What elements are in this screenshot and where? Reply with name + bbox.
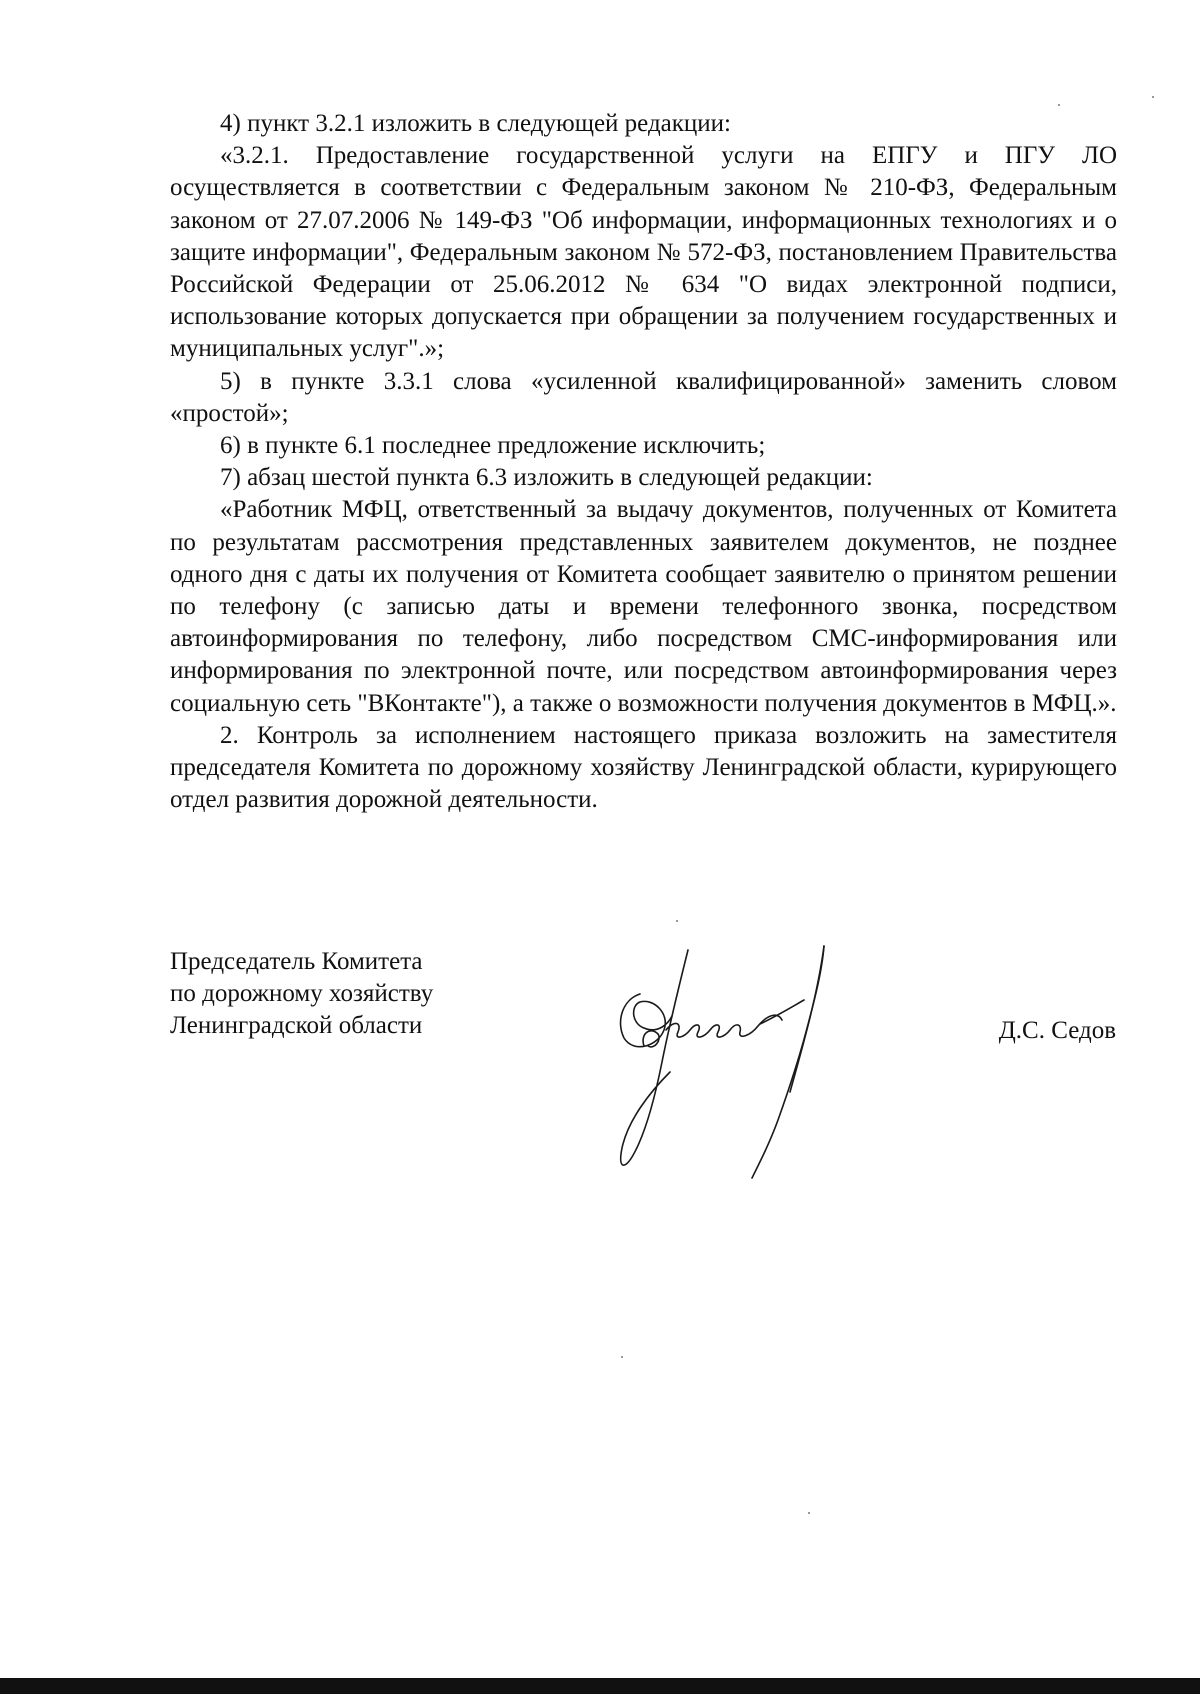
paragraph-control-clause: 2. Контроль за исполнением настоящего приказа возложить на заместителя председателя Комитета по дорожному хозяйству Ленинградской области, курирующего отдел развития дорожной деятельности. [170, 721, 1117, 814]
paragraph-item-5: 5) в пункте 3.3.1 слова «усиленной квалифицированной» заменить словом «простой»; [170, 367, 1117, 427]
scan-speck [1058, 104, 1060, 106]
signatory-position-line: Председатель Комитета [170, 948, 423, 975]
paragraph-item-4: 4) пункт 3.2.1 изложить в следующей редакции: [220, 110, 731, 137]
paragraph-item-7: 7) абзац шестой пункта 6.3 изложить в следующей редакции: [220, 464, 873, 492]
paragraph-quote-6-3: «Работник МФЦ, ответственный за выдачу документов, полученных от Комитета по результатам рассмотрения представленных заявителем документов, не позднее одного дня с даты их получения от Комитета сообщает заявителю о принятом решении по телефону (с записью даты и времени телефонного звонка, посредством автоинформирования по телефону, либо посредством СМС-информирования или информирования по электронной почте, или посредством автоинформирования через социальную сеть "ВКонтакте"), а также о возможности получения документов в МФЦ.». [170, 496, 1117, 717]
scan-edge-bar [0, 1678, 1200, 1694]
handwritten-signature [610, 942, 910, 1182]
paragraph-quote-3-2-1: «3.2.1. Предоставление государственной услуги на ЕПГУ и ПГУ ЛО осуществляется в соответствии с Федеральным законом № 210-ФЗ, Федеральным законом от 27.07.2006 № 149-ФЗ "Об информации, информационных технологиях и о защите информации", Федеральным законом № 572-ФЗ, постановлением Правительства Российской Федерации от 25.06.2012 № 634 "О видах электронной подписи, использование которых допускается при обращении за получением государственных и муниципальных услуг".»; [170, 142, 1117, 363]
scan-speck [676, 920, 678, 922]
document-body [170, 108, 1117, 816]
scan-speck [1152, 96, 1154, 98]
signatory-position [170, 946, 433, 1042]
paragraph-item-6: 6) в пункте 6.1 последнее предложение исключить; [220, 432, 766, 460]
signatory-position-line: по дорожному хозяйству [170, 980, 434, 1007]
scan-speck [621, 1356, 623, 1358]
signatory-position-line: Ленинградской области [170, 1012, 423, 1039]
signer-name: Д.С. Седов [998, 1017, 1116, 1044]
scan-speck [808, 1512, 810, 1514]
